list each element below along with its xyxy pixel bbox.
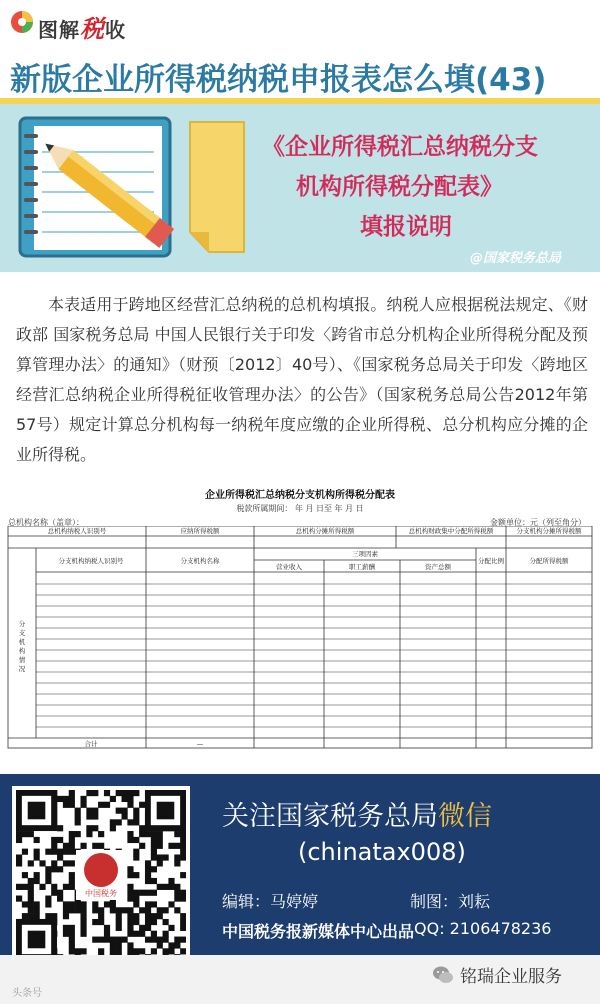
header-org-taxpayer-id: 总机构纳税人识别号 [47, 527, 107, 535]
form-org-name-label: 总机构名称（盖章）： [8, 518, 84, 527]
designer-credit: 制图：刘耘 [410, 892, 491, 911]
total-dash: — [196, 740, 204, 748]
qr-center-label: 中国税务 [85, 889, 117, 898]
banner-watermark: @国家税务总局 [470, 251, 562, 266]
publisher-credit: 中国税务报新媒体中心出品 [222, 922, 415, 941]
form-period: 税款所属期间： 年 月 日至 年 月 日 [236, 504, 364, 513]
subheader-allocated-tax: 分配所得税额 [529, 557, 569, 565]
subheader-assets: 资产总额 [425, 563, 451, 571]
banner-title-line-1: 《企业所得税汇总纳税分支 [262, 134, 538, 160]
intro-paragraph: 本表适用于跨地区经营汇总纳税的总机构填报。纳税人应根据税法规定、《财政部 国家税务总局 中国人民银行关于印发〈跨省市总分机构企业所得税分配及预算管理办法〉的通知》（财预〔2012〕40号）、《国家税务总局关于印发〈跨地区经营汇总纳税企业所得税征收管理办法〉的公告》（国家税务总局公告2012年第57号）规定计算总分机构每一纳税年度应缴的企业所得税、总分机构应分摊的企业所得税。 [16, 295, 588, 464]
subheader-branch-taxpayer-id: 分支机构纳税人识别号 [58, 557, 124, 565]
editor-credit: 编辑：马婷婷 [222, 892, 319, 911]
subheader-revenue: 营业收入 [276, 563, 302, 571]
banner [0, 104, 600, 272]
tax-emblem-icon [84, 853, 118, 887]
banner-title-line-2: 机构所得税分配表》 [296, 174, 503, 200]
subheader-branch-name: 分支机构名称 [180, 557, 220, 565]
subheader-ratio: 分配比例 [478, 557, 504, 565]
header-payable-tax: 应纳所得税额 [180, 527, 220, 535]
header-central-allocated-tax: 总机构财政集中分配所得税额 [408, 527, 494, 535]
subheader-wages: 职工薪酬 [349, 563, 375, 571]
qr-pattern [16, 790, 186, 960]
form-table [6, 526, 594, 750]
follow-wechat-text: 关注国家税务总局微信 [222, 801, 492, 832]
header-hq-allocated-tax: 总机构分摊所得税额 [295, 527, 355, 535]
logo-pie-icon [10, 10, 34, 34]
wechat-account-id: (chinatax008) [298, 838, 466, 866]
header-branch-allocated-tax: 分支机构分摊所得税额 [516, 527, 582, 535]
subheader-three-factors: 三项因素 [352, 550, 378, 558]
title-band [0, 44, 600, 104]
tax-form [6, 486, 594, 752]
form-currency-unit: 金额单位：元（列至角分） [490, 518, 586, 527]
logo-bar [0, 0, 600, 44]
faint-watermark: 头条号 [12, 988, 42, 999]
logo-text: 图解税收 [38, 15, 126, 43]
total-label: 合计 [84, 740, 98, 748]
form-title: 企业所得税汇总纳税分支机构所得税分配表 [205, 490, 395, 501]
banner-title-line-3: 填报说明 [360, 214, 452, 240]
source-account: 铭瑞企业服务 [460, 967, 562, 987]
side-label-branch-info: 分支机构情况 [18, 620, 26, 673]
qr-code[interactable] [12, 786, 190, 964]
page-title: 新版企业所得税纳税申报表怎么填(43) [10, 62, 547, 98]
qq-number: QQ: 2106478236 [414, 919, 552, 938]
notebook-pencil-illustration [14, 112, 246, 262]
wechat-icon [432, 964, 454, 986]
